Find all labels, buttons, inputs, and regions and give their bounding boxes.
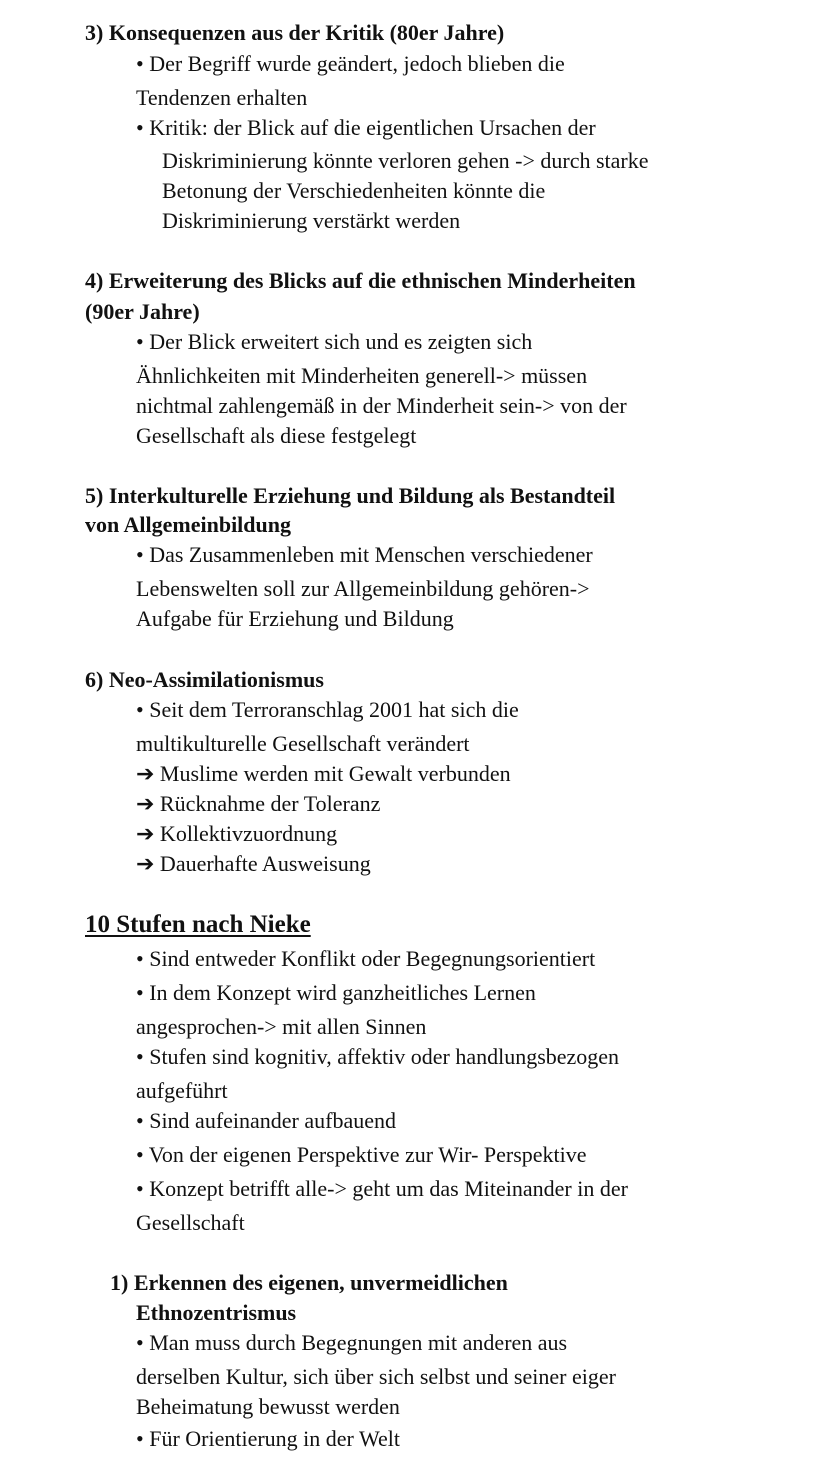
bullet-line: Ähnlichkeiten mit Minderheiten generell-> müssen <box>136 363 588 388</box>
section-6-heading: 6) Neo-Assimilationismus <box>85 667 324 692</box>
nieke-title: 10 Stufen nach Nieke <box>85 911 311 938</box>
section-5-heading: 5) Interkulturelle Erziehung und Bildung als Bestandteil <box>85 483 616 508</box>
arrow-item: ➔ Dauerhafte Ausweisung <box>136 851 371 876</box>
section-4-heading-cont: (90er Jahre) <box>85 299 200 324</box>
bullet-line: nichtmal zahlengemäß in der Minderheit sein-> von der <box>136 393 627 418</box>
bullet-line: Gesellschaft <box>136 1210 245 1235</box>
section-3-heading: 3) Konsequenzen aus der Kritik (80er Jahre) <box>85 20 505 45</box>
bullet-line: Betonung der Verschiedenheiten könnte die <box>162 178 546 203</box>
bullet-line: angesprochen-> mit allen Sinnen <box>136 1014 427 1039</box>
section-5-heading-cont: von Allgemeinbildung <box>85 512 292 537</box>
bullet-line: Tendenzen erhalten <box>136 85 308 110</box>
bullet-line: • Man muss durch Begegnungen mit anderen aus <box>136 1330 568 1355</box>
bullet-line: multikulturelle Gesellschaft verändert <box>136 731 470 756</box>
bullet-line: Aufgabe für Erziehung und Bildung <box>136 606 454 631</box>
bullet-line: Lebenswelten soll zur Allgemeinbildung gehören-> <box>136 576 590 601</box>
bullet-line: • Konzept betrifft alle-> geht um das Miteinander in der <box>136 1176 628 1201</box>
step-1-heading: 1) Erkennen des eigenen, unvermeidlichen <box>110 1270 508 1295</box>
bullet-line: • Sind aufeinander aufbauend <box>136 1108 396 1133</box>
arrow-item: ➔ Muslime werden mit Gewalt verbunden <box>136 761 511 786</box>
bullet-line: • In dem Konzept wird ganzheitliches Lernen <box>136 980 536 1005</box>
bullet-line: derselben Kultur, sich über sich selbst und seiner eiger <box>136 1364 616 1389</box>
arrow-item: ➔ Rücknahme der Toleranz <box>136 791 381 816</box>
bullet-line: Diskriminierung verstärkt werden <box>162 208 461 233</box>
bullet-line: • Seit dem Terroranschlag 2001 hat sich die <box>136 697 519 722</box>
bullet-line: Gesellschaft als diese festgelegt <box>136 423 417 448</box>
bullet-line: Beheimatung bewusst werden <box>136 1394 400 1419</box>
bullet-line: • Sind entweder Konflikt oder Begegnungsorientiert <box>136 946 596 971</box>
bullet-line: • Das Zusammenleben mit Menschen verschiedener <box>136 542 593 567</box>
bullet-line: • Für Orientierung in der Welt <box>136 1426 400 1451</box>
bullet-line: • Der Begriff wurde geändert, jedoch blieben die <box>136 51 565 76</box>
bullet-line: • Der Blick erweitert sich und es zeigten sich <box>136 329 533 354</box>
bullet-line: • Stufen sind kognitiv, affektiv oder handlungsbezogen <box>136 1044 620 1069</box>
bullet-line: • Kritik: der Blick auf die eigentlichen Ursachen der <box>136 115 596 140</box>
bullet-line: aufgeführt <box>136 1078 228 1103</box>
arrow-item: ➔ Kollektivzuordnung <box>136 821 338 846</box>
section-4-heading: 4) Erweiterung des Blicks auf die ethnischen Minderheiten <box>85 268 636 293</box>
step-1-heading-cont: Ethnozentrismus <box>136 1300 297 1325</box>
bullet-line: Diskriminierung könnte verloren gehen -> durch starke <box>162 148 649 173</box>
bullet-line: • Von der eigenen Perspektive zur Wir- Perspektive <box>136 1142 587 1167</box>
